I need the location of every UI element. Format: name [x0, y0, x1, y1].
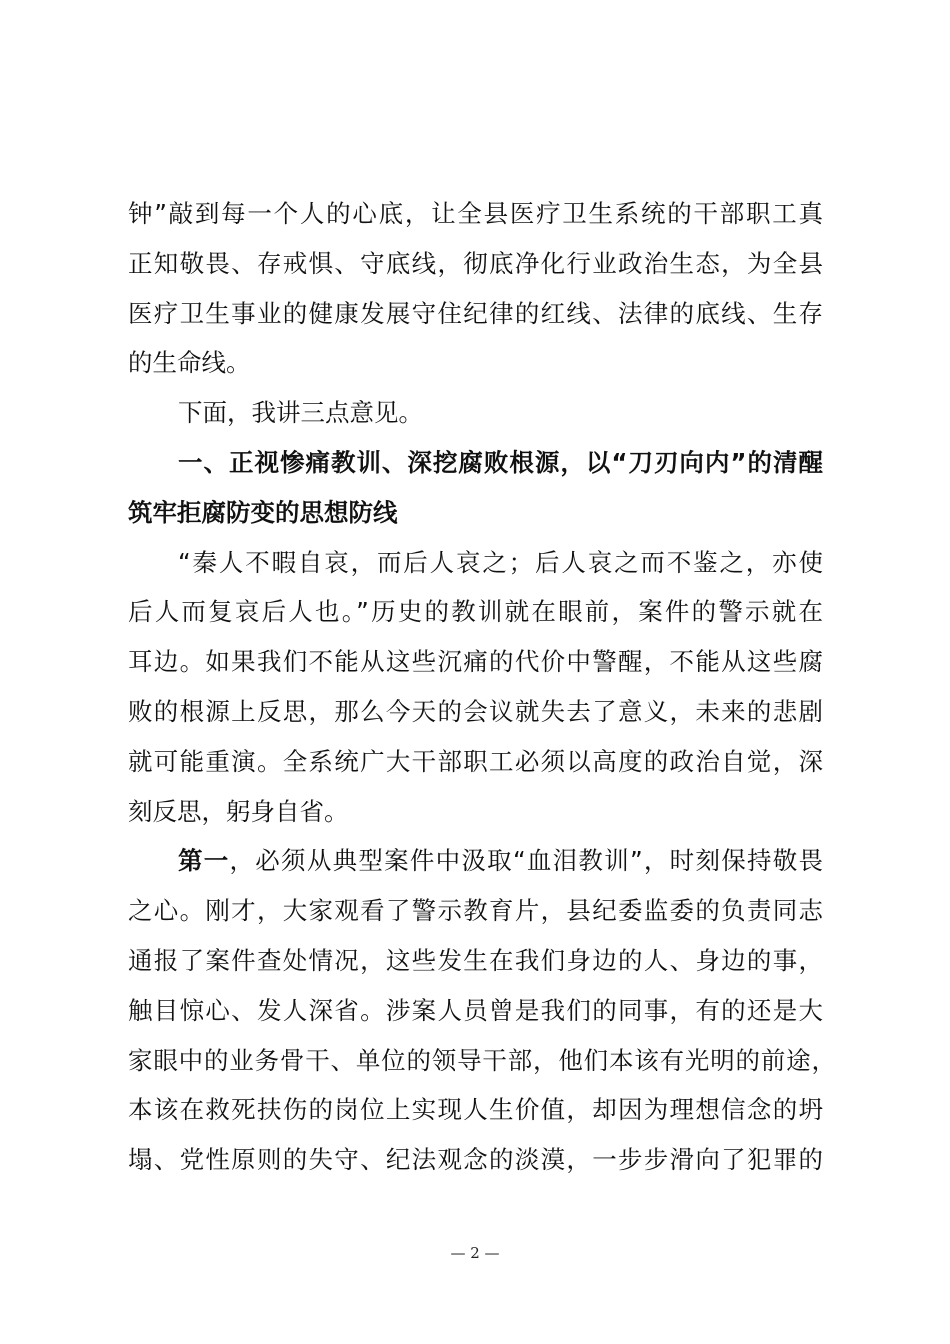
text-line: 塌、党性原则的失守、纪法观念的淡漠，一步步滑向了犯罪的 [128, 1145, 823, 1175]
section-heading-line: 筑牢拒腐防变的思想防线 [128, 497, 398, 527]
text-line: 就可能重演。全系统广大干部职工必须以高度的政治自觉，深 [128, 746, 823, 776]
body-text [128, 189, 836, 1185]
text-line: 家眼中的业务骨干、单位的领导干部，他们本该有光明的前途， [128, 1045, 836, 1075]
section-heading-line: 一、正视惨痛教训、深挖腐败根源，以“刀刃向内”的清醒 [178, 447, 823, 477]
text-line: 的生命线。 [128, 348, 251, 378]
text-line: 触目惊心、发人深省。涉案人员曾是我们的同事，有的还是大 [128, 995, 823, 1025]
text-line: 下面，我讲三点意见。 [178, 398, 423, 428]
text-line: 之心。刚才，大家观看了警示教育片，县纪委监委的负责同志 [128, 896, 823, 926]
text-line: 败的根源上反思，那么今天的会议就失去了意义，未来的悲剧 [128, 696, 823, 726]
text-line: 后人而复哀后人也。”历史的教训就在眼前，案件的警示就在 [128, 597, 823, 627]
line-text: ，必须从典型案件中汲取“血泪教训”，时刻保持敬畏 [229, 846, 823, 876]
bold-lead: 第一 [178, 846, 230, 876]
text-line: 医疗卫生事业的健康发展守住纪律的红线、法律的底线、生存 [128, 298, 823, 328]
text-line: “秦人不暇自哀，而后人哀之；后人哀之而不鉴之，亦使 [178, 547, 823, 577]
text-line: 正知敬畏、存戒惧、守底线，彻底净化行业政治生态，为全县 [128, 248, 823, 278]
text-line: 刻反思，躬身自省。 [128, 796, 349, 826]
text-line [128, 836, 823, 886]
text-line: 钟”敲到每一个人的心底，让全县医疗卫生系统的干部职工真 [128, 199, 823, 228]
page-number: — 2 — [450, 1244, 500, 1262]
text-line: 通报了案件查处情况，这些发生在我们身边的人、身边的事， [128, 945, 823, 975]
text-line: 本该在救死扶伤的岗位上实现人生价值，却因为理想信念的坍 [128, 1095, 823, 1125]
text-line: 耳边。如果我们不能从这些沉痛的代价中警醒，不能从这些腐 [128, 647, 823, 677]
